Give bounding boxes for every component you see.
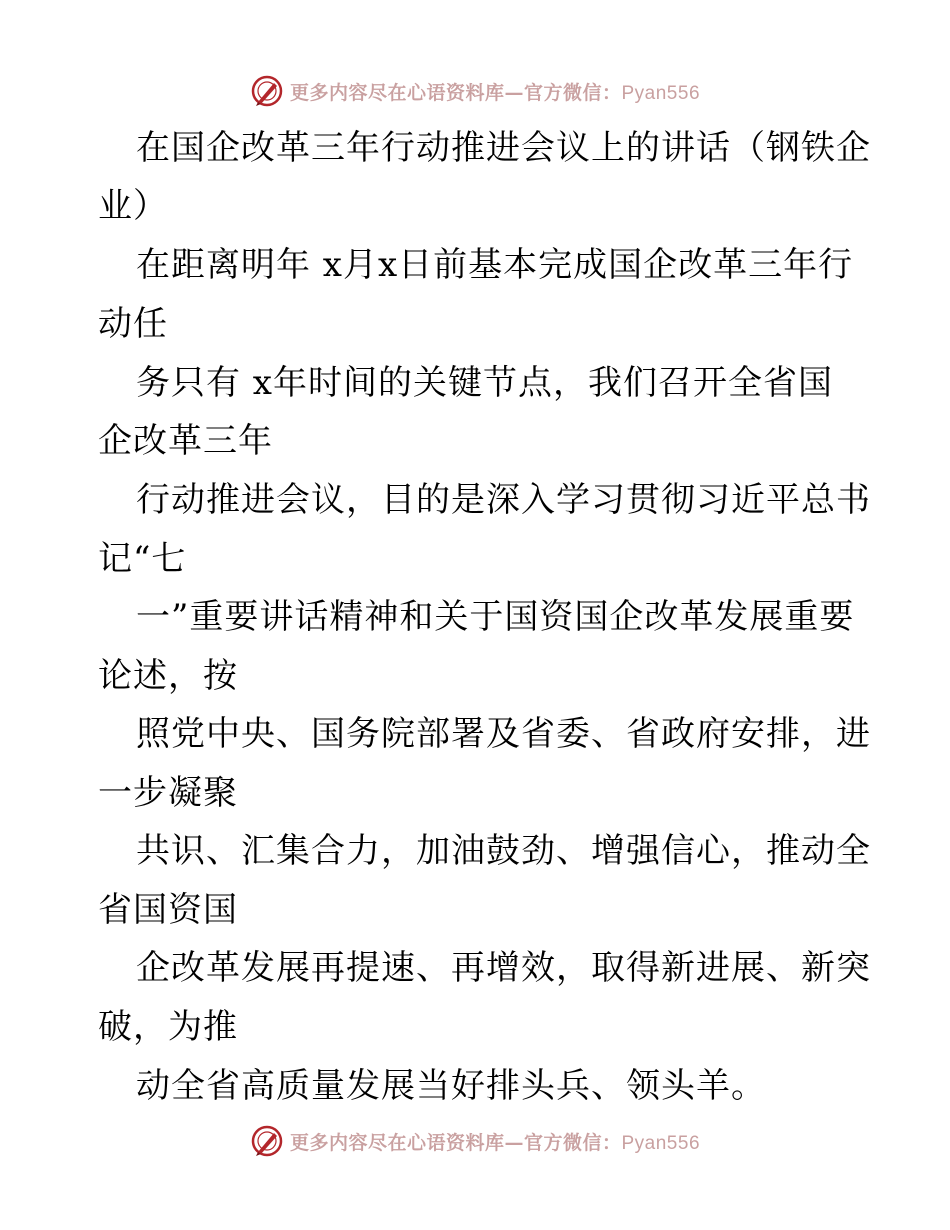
footer-watermark [0,1121,950,1161]
paragraph-7-line-1: 共识、汇集合力，加油鼓劲、增强信心，推动全 [136,831,871,871]
paragraph-4-line-1: 行动推进会议，目的是深入学习贯彻习近平总书 [136,480,871,520]
watermark-text: 更多内容尽在心语资料库—官方微信：Pyan556 [289,81,701,104]
paragraph-3-line-2: 企改革三年 [98,421,273,461]
paragraph-4-line-2: 记“七 [98,539,187,579]
pen-circle-logo-icon [250,1124,284,1158]
paragraph-5-line-1: 一”重要讲话精神和关于国资国企改革发展重要 [136,597,855,637]
paragraph-1-line-2: 业） [98,186,168,226]
paragraph-9-line-1: 动全省高质量发展当好排头兵、领头羊。 [136,1066,766,1106]
paragraph-8-line-1: 企改革发展再提速、再增效，取得新进展、新突 [136,948,871,988]
pen-circle-logo-icon [250,74,284,108]
paragraph-1-line-1: 在国企改革三年行动推进会议上的讲话（钢铁企 [136,128,871,168]
paragraph-2-line-1: 在距离明年 x月x日前基本完成国企改革三年行 [136,245,854,285]
watermark-text: 更多内容尽在心语资料库—官方微信：Pyan556 [289,1131,701,1154]
paragraph-8-line-2: 破，为推 [98,1007,238,1047]
paragraph-5-line-2: 论述，按 [98,656,238,696]
paragraph-7-line-2: 省国资国 [98,890,238,930]
paragraph-6-line-2: 一步凝聚 [98,773,238,813]
paragraph-6-line-1: 照党中央、国务院部署及省委、省政府安排，进 [136,714,871,754]
paragraph-2-line-2: 动任 [98,304,168,344]
header-watermark [0,71,950,111]
paragraph-3-line-1: 务只有 x年时间的关键节点，我们召开全省国 [136,363,833,403]
